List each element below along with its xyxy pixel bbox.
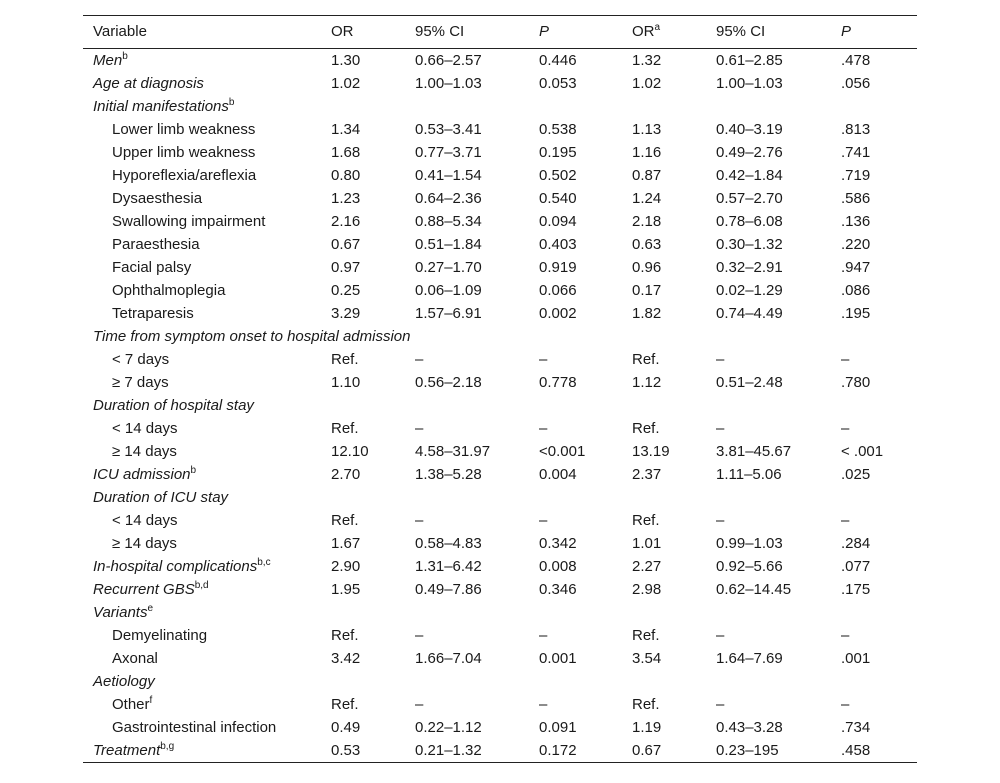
cell-or: 1.68 <box>331 144 361 161</box>
cell-p: 0.919 <box>539 259 577 276</box>
footnote-marker: b <box>190 465 197 476</box>
table-row <box>83 348 917 371</box>
cell-or: Ref. <box>331 420 359 437</box>
footnote-marker: e <box>147 603 154 614</box>
table-row <box>83 164 917 187</box>
variable-label <box>93 670 155 693</box>
cell-ci: 0.77–3.71 <box>415 144 482 161</box>
row-label-text: Men <box>93 52 123 69</box>
cell-or: 2.16 <box>331 213 361 230</box>
cell-p-adjusted: .478 <box>841 52 871 69</box>
row-label-text: Tetraparesis <box>112 305 194 322</box>
cell-ci: – <box>415 420 424 437</box>
cell-ci-adjusted: 0.23–195 <box>716 742 779 759</box>
row-label-text: Demyelinating <box>112 627 208 644</box>
cell-p: 0.502 <box>539 167 577 184</box>
cell-ci: 0.22–1.12 <box>415 719 482 736</box>
cell-ci: – <box>415 627 424 644</box>
cell-ci: – <box>415 351 424 368</box>
cell-or-adjusted: Ref. <box>632 420 660 437</box>
cell-ci-adjusted: 0.02–1.29 <box>716 282 783 299</box>
cell-p-adjusted: .284 <box>841 535 871 552</box>
cell-p: – <box>539 420 548 437</box>
table-row <box>83 49 917 72</box>
cell-ci: 0.88–5.34 <box>415 213 482 230</box>
table-row <box>83 210 917 233</box>
cell-or: 0.67 <box>331 236 361 253</box>
cell-ci: 0.41–1.54 <box>415 167 482 184</box>
cell-p: 0.342 <box>539 535 577 552</box>
cell-ci-adjusted: 0.49–2.76 <box>716 144 783 161</box>
cell-ci: 0.21–1.32 <box>415 742 482 759</box>
table-row <box>83 716 917 739</box>
cell-or-adjusted: 2.37 <box>632 466 662 483</box>
cell-ci: 1.38–5.28 <box>415 466 482 483</box>
cell-ci-adjusted: 3.81–45.67 <box>716 443 792 460</box>
cell-p: 0.053 <box>539 75 577 92</box>
subcategory-label <box>112 532 177 555</box>
variable-label <box>93 486 228 509</box>
header-variable: Variable <box>93 23 147 40</box>
variable-label <box>93 463 196 486</box>
cell-or-adjusted: 1.82 <box>632 305 662 322</box>
cell-ci-adjusted: – <box>716 627 725 644</box>
row-label-text: Recurrent GBS <box>93 581 195 598</box>
subcategory-label <box>112 141 255 164</box>
header-or: OR <box>331 23 354 40</box>
row-label-text: Aetiology <box>93 673 155 690</box>
cell-or: Ref. <box>331 512 359 529</box>
row-label-text: Gastrointestinal infection <box>112 719 277 736</box>
cell-or-adjusted: 1.01 <box>632 535 662 552</box>
cell-p: 0.540 <box>539 190 577 207</box>
cell-p: 0.403 <box>539 236 577 253</box>
subcategory-label <box>112 716 276 739</box>
variable-label <box>93 325 410 348</box>
table-row <box>83 302 917 325</box>
row-label-text: ≥ 7 days <box>112 374 169 391</box>
row-label-text: ≥ 14 days <box>112 535 177 552</box>
cell-p: – <box>539 512 548 529</box>
row-label-text: Upper limb weakness <box>112 144 256 161</box>
cell-or-adjusted: 0.63 <box>632 236 662 253</box>
row-label-text: Paraesthesia <box>112 236 200 253</box>
cell-ci-adjusted: 0.99–1.03 <box>716 535 783 552</box>
table-row <box>83 693 917 716</box>
table-row <box>83 463 917 486</box>
cell-p-adjusted: – <box>841 627 850 644</box>
cell-or: 0.53 <box>331 742 361 759</box>
footnote-marker: b,c <box>257 557 271 568</box>
cell-p: – <box>539 351 548 368</box>
row-label-text: Variants <box>93 604 148 621</box>
cell-ci: 0.53–3.41 <box>415 121 482 138</box>
cell-ci-adjusted: 0.92–5.66 <box>716 558 783 575</box>
cell-ci-adjusted: 0.32–2.91 <box>716 259 783 276</box>
cell-ci: 0.66–2.57 <box>415 52 482 69</box>
cell-ci: 1.31–6.42 <box>415 558 482 575</box>
cell-p-adjusted: .780 <box>841 374 871 391</box>
cell-or: 2.90 <box>331 558 361 575</box>
row-label-text: Other <box>112 696 150 713</box>
cell-p-adjusted: .586 <box>841 190 871 207</box>
cell-p-adjusted: .734 <box>841 719 871 736</box>
cell-p-adjusted: .741 <box>841 144 871 161</box>
cell-p: 0.008 <box>539 558 577 575</box>
table-header-row <box>83 16 917 49</box>
cell-or: 12.10 <box>331 443 369 460</box>
cell-or: 1.23 <box>331 190 361 207</box>
cell-p-adjusted: .025 <box>841 466 871 483</box>
cell-ci-adjusted: 0.43–3.28 <box>716 719 783 736</box>
cell-p-adjusted: < .001 <box>841 443 884 460</box>
cell-or: 0.49 <box>331 719 361 736</box>
cell-or: 1.67 <box>331 535 361 552</box>
table-row <box>83 256 917 279</box>
regression-table <box>83 15 917 763</box>
cell-p: 0.172 <box>539 742 577 759</box>
subcategory-label <box>112 256 191 279</box>
cell-p: 0.094 <box>539 213 577 230</box>
row-label-text: Duration of ICU stay <box>93 489 229 506</box>
header-ci: 95% CI <box>415 23 465 40</box>
cell-ci: 0.06–1.09 <box>415 282 482 299</box>
table-row <box>83 325 917 348</box>
table-row <box>83 555 917 578</box>
row-label-text: Swallowing impairment <box>112 213 266 230</box>
table-row <box>83 233 917 256</box>
cell-or-adjusted: Ref. <box>632 627 660 644</box>
cell-or-adjusted: 1.24 <box>632 190 662 207</box>
cell-or-adjusted: Ref. <box>632 351 660 368</box>
cell-or-adjusted: 1.02 <box>632 75 662 92</box>
cell-p-adjusted: .947 <box>841 259 871 276</box>
cell-p: 0.538 <box>539 121 577 138</box>
subcategory-label <box>112 187 202 210</box>
cell-or: 0.80 <box>331 167 361 184</box>
cell-or: Ref. <box>331 696 359 713</box>
cell-p-adjusted: .086 <box>841 282 871 299</box>
cell-ci: 4.58–31.97 <box>415 443 491 460</box>
cell-or: 1.95 <box>331 581 361 598</box>
subcategory-label <box>112 417 177 440</box>
cell-p-adjusted: .175 <box>841 581 871 598</box>
cell-p: 0.004 <box>539 466 577 483</box>
cell-ci-adjusted: 0.42–1.84 <box>716 167 783 184</box>
table-row <box>83 624 917 647</box>
cell-p-adjusted: – <box>841 696 850 713</box>
cell-p-adjusted: .813 <box>841 121 871 138</box>
cell-or-adjusted: 2.18 <box>632 213 662 230</box>
cell-p-adjusted: .719 <box>841 167 871 184</box>
cell-or-adjusted: 0.67 <box>632 742 662 759</box>
cell-or-adjusted: 1.16 <box>632 144 662 161</box>
cell-p: 0.066 <box>539 282 577 299</box>
cell-ci-adjusted: 0.74–4.49 <box>716 305 783 322</box>
subcategory-label <box>112 210 265 233</box>
header-or-adjusted <box>632 16 660 48</box>
cell-ci: 0.51–1.84 <box>415 236 482 253</box>
cell-p-adjusted: – <box>841 512 850 529</box>
header-or-adjusted-label: OR <box>632 23 655 40</box>
cell-or-adjusted: 1.13 <box>632 121 662 138</box>
table-row <box>83 95 917 118</box>
cell-or: 3.42 <box>331 650 361 667</box>
cell-ci-adjusted: 1.00–1.03 <box>716 75 783 92</box>
footnote-marker: b <box>228 97 235 108</box>
cell-p-adjusted: .458 <box>841 742 871 759</box>
cell-p-adjusted: – <box>841 420 850 437</box>
variable-label <box>93 555 271 578</box>
cell-or: 0.97 <box>331 259 361 276</box>
cell-or: 1.34 <box>331 121 361 138</box>
subcategory-label <box>112 509 177 532</box>
cell-ci-adjusted: 0.40–3.19 <box>716 121 783 138</box>
cell-ci-adjusted: 0.61–2.85 <box>716 52 783 69</box>
table-row <box>83 394 917 417</box>
cell-p: 0.002 <box>539 305 577 322</box>
table-row <box>83 417 917 440</box>
table-row <box>83 670 917 693</box>
row-label-text: Duration of hospital stay <box>93 397 254 414</box>
cell-p: – <box>539 696 548 713</box>
cell-ci: 1.57–6.91 <box>415 305 482 322</box>
cell-p: 0.778 <box>539 374 577 391</box>
cell-p: <0.001 <box>539 443 586 460</box>
table-row <box>83 187 917 210</box>
variable-label <box>93 49 128 72</box>
row-label-text: In-hospital complications <box>93 558 258 575</box>
subcategory-label <box>112 279 225 302</box>
cell-or: 1.10 <box>331 374 361 391</box>
cell-or-adjusted: Ref. <box>632 696 660 713</box>
cell-ci-adjusted: 0.30–1.32 <box>716 236 783 253</box>
cell-or-adjusted: 2.98 <box>632 581 662 598</box>
table-row <box>83 440 917 463</box>
table-body <box>83 49 917 762</box>
cell-p-adjusted: .195 <box>841 305 871 322</box>
cell-ci-adjusted: – <box>716 420 725 437</box>
cell-ci-adjusted: 0.57–2.70 <box>716 190 783 207</box>
cell-ci: 0.49–7.86 <box>415 581 482 598</box>
header-ci-adjusted: 95% CI <box>716 23 766 40</box>
cell-ci: – <box>415 512 424 529</box>
cell-p: 0.346 <box>539 581 577 598</box>
cell-or: Ref. <box>331 627 359 644</box>
cell-ci: 0.27–1.70 <box>415 259 482 276</box>
cell-ci-adjusted: – <box>716 696 725 713</box>
cell-ci-adjusted: – <box>716 512 725 529</box>
table-row <box>83 509 917 532</box>
cell-ci: 1.00–1.03 <box>415 75 482 92</box>
subcategory-label <box>112 302 194 325</box>
row-label-text: Treatment <box>93 742 161 759</box>
cell-or-adjusted: 0.96 <box>632 259 662 276</box>
table-row <box>83 532 917 555</box>
header-or-adjusted-footnote: a <box>654 22 661 33</box>
cell-ci-adjusted: 0.62–14.45 <box>716 581 792 598</box>
table-row <box>83 141 917 164</box>
cell-p-adjusted: .001 <box>841 650 871 667</box>
footnote-marker: b,d <box>194 580 209 591</box>
cell-or-adjusted: 3.54 <box>632 650 662 667</box>
row-label-text: Axonal <box>112 650 158 667</box>
row-label-text: Age at diagnosis <box>93 75 204 92</box>
cell-or-adjusted: 13.19 <box>632 443 670 460</box>
cell-or: 0.25 <box>331 282 361 299</box>
footnote-marker: b <box>122 51 128 62</box>
cell-ci: 0.56–2.18 <box>415 374 482 391</box>
cell-p-adjusted: .077 <box>841 558 871 575</box>
row-label-text: Lower limb weakness <box>112 121 256 138</box>
row-label-text: Dysaesthesia <box>112 190 203 207</box>
cell-or-adjusted: Ref. <box>632 512 660 529</box>
subcategory-label <box>112 693 152 716</box>
cell-ci-adjusted: 1.11–5.06 <box>716 466 782 483</box>
subcategory-label <box>112 348 169 371</box>
cell-or: 1.02 <box>331 75 361 92</box>
cell-p-adjusted: – <box>841 351 850 368</box>
subcategory-label <box>112 624 207 647</box>
row-label-text: ICU admission <box>93 466 191 483</box>
cell-ci-adjusted: – <box>716 351 725 368</box>
cell-ci: 0.58–4.83 <box>415 535 482 552</box>
cell-p-adjusted: .056 <box>841 75 871 92</box>
cell-p: 0.195 <box>539 144 577 161</box>
table-row <box>83 279 917 302</box>
variable-label <box>93 394 254 417</box>
header-p: P <box>539 23 550 40</box>
cell-p: 0.091 <box>539 719 577 736</box>
cell-p-adjusted: .220 <box>841 236 871 253</box>
cell-ci-adjusted: 1.64–7.69 <box>716 650 783 667</box>
row-label-text: < 7 days <box>112 351 170 368</box>
cell-or-adjusted: 0.87 <box>632 167 662 184</box>
subcategory-label <box>112 371 169 394</box>
cell-or-adjusted: 2.27 <box>632 558 662 575</box>
footnote-marker: b,g <box>160 741 175 752</box>
cell-ci-adjusted: 0.51–2.48 <box>716 374 783 391</box>
variable-label <box>93 95 234 118</box>
cell-ci: 1.66–7.04 <box>415 650 482 667</box>
subcategory-label <box>112 647 158 670</box>
cell-or: 2.70 <box>331 466 361 483</box>
table-row <box>83 647 917 670</box>
variable-label <box>93 739 174 762</box>
cell-ci-adjusted: 0.78–6.08 <box>716 213 783 230</box>
cell-or: Ref. <box>331 351 359 368</box>
row-label-text: Time from symptom onset to hospital admission <box>93 328 411 345</box>
table-row <box>83 601 917 624</box>
cell-p: 0.001 <box>539 650 577 667</box>
cell-ci: 0.64–2.36 <box>415 190 482 207</box>
cell-ci: – <box>415 696 424 713</box>
row-label-text: Facial palsy <box>112 259 192 276</box>
row-label-text: < 14 days <box>112 420 178 437</box>
footnote-marker: f <box>149 695 153 706</box>
variable-label <box>93 72 204 95</box>
table-row <box>83 739 917 762</box>
row-label-text: Initial manifestations <box>93 98 229 115</box>
table-row <box>83 118 917 141</box>
cell-or-adjusted: 0.17 <box>632 282 662 299</box>
cell-or: 3.29 <box>331 305 361 322</box>
table-row <box>83 72 917 95</box>
cell-p-adjusted: .136 <box>841 213 871 230</box>
variable-label <box>93 601 153 624</box>
cell-p: – <box>539 627 548 644</box>
table-row <box>83 371 917 394</box>
row-label-text: ≥ 14 days <box>112 443 177 460</box>
subcategory-label <box>112 233 200 256</box>
table-row <box>83 578 917 601</box>
table-row <box>83 486 917 509</box>
subcategory-label <box>112 440 177 463</box>
variable-label <box>93 578 209 601</box>
cell-or: 1.30 <box>331 52 361 69</box>
header-p-adjusted: P <box>841 23 852 40</box>
cell-or-adjusted: 1.12 <box>632 374 662 391</box>
cell-or-adjusted: 1.19 <box>632 719 662 736</box>
row-label-text: < 14 days <box>112 512 178 529</box>
row-label-text: Hyporeflexia/areflexia <box>112 167 257 184</box>
cell-or-adjusted: 1.32 <box>632 52 662 69</box>
subcategory-label <box>112 164 256 187</box>
subcategory-label <box>112 118 255 141</box>
cell-p: 0.446 <box>539 52 577 69</box>
row-label-text: Ophthalmoplegia <box>112 282 226 299</box>
